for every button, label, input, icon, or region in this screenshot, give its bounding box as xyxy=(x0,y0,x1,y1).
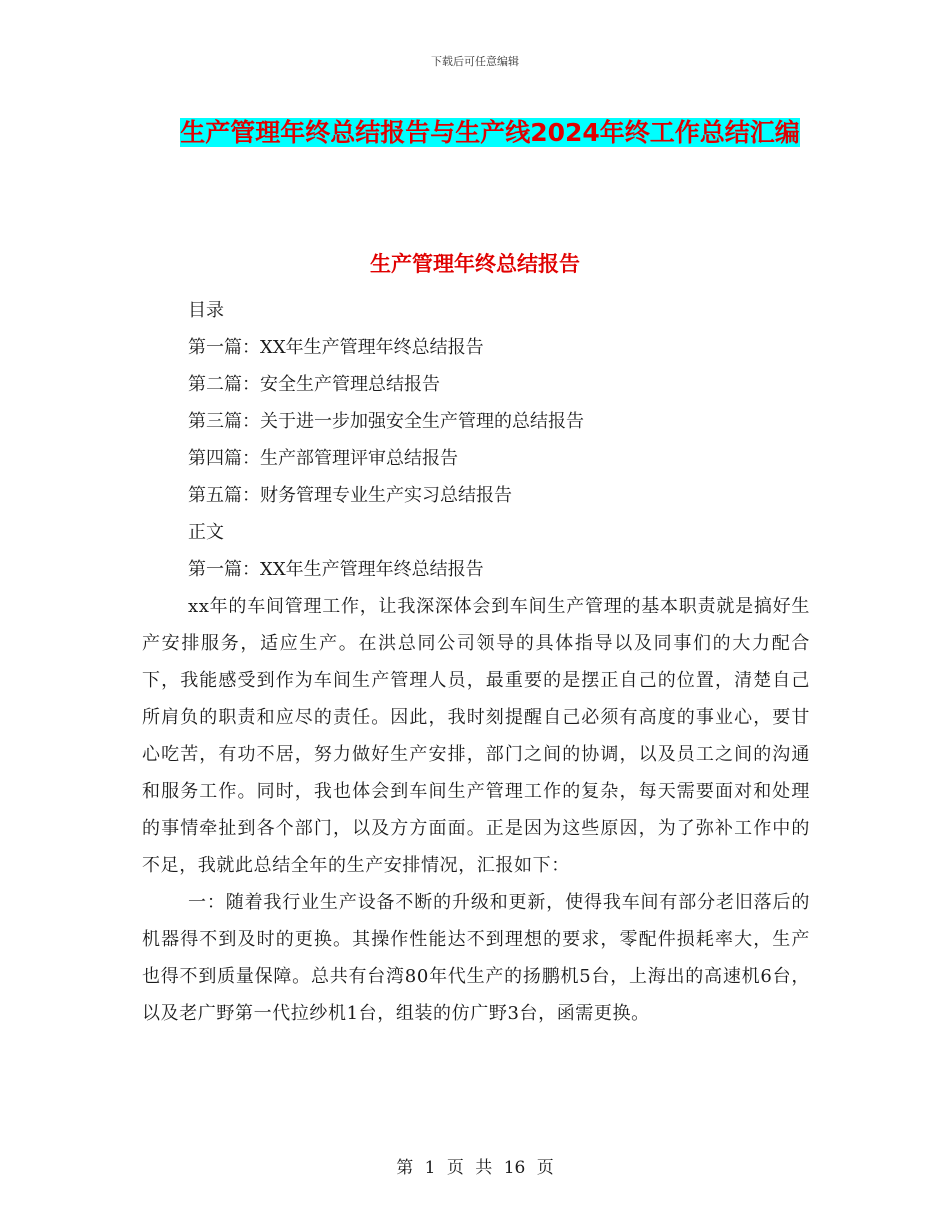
page-footer: 第 1 页 共 16 页 xyxy=(396,1158,554,1178)
document-title-text: 生产管理年终总结报告与生产线2024年终工作总结汇编 xyxy=(180,118,800,147)
first-section-heading: 第一篇：XX年生产管理年终总结报告 xyxy=(188,559,484,580)
toc-item: 第一篇：XX年生产管理年终总结报告 xyxy=(188,337,484,358)
body-paragraph: 一：随着我行业生产设备不断的升级和更新，使得我车间有部分老旧落后的机器得不到及时的更换。其操作性能达不到理想的要求，零配件损耗率大，生产也得不到质量保障。总共有台湾80年代生产的扬鹏机5台，上海出的高速机6台，以及老广野第一代拉纱机1台，组装的仿广野3台，函需更换。 xyxy=(142,892,810,1024)
body-paragraph: xx年的车间管理工作，让我深深体会到车间生产管理的基本职责就是搞好生产安排服务，适应生产。在洪总同公司领导的具体指导以及同事们的大力配合下，我能感受到作为车间生产管理人员，最重要的是摆正自己的位置，清楚自己所肩负的职责和应尽的责任。因此，我时刻提醒自己必须有高度的事业心，要甘心吃苦，有功不居，努力做好生产安排，部门之间的协调，以及员工之间的沟通和服务工作。同时，我也体会到车间生产管理工作的复杂，每天需要面对和处理的事情牵扯到各个部门，以及方方面面。正是因为这些原因，为了弥补工作中的不足，我就此总结全年的生产安排情况，汇报如下： xyxy=(142,596,810,876)
section-title: 生产管理年终总结报告 xyxy=(370,252,580,276)
header-note: 下载后可任意编辑 xyxy=(431,55,519,68)
toc-item: 第二篇：安全生产管理总结报告 xyxy=(188,374,440,395)
document-title xyxy=(160,110,820,156)
toc-item: 第三篇：关于进一步加强安全生产管理的总结报告 xyxy=(188,411,584,432)
document-body xyxy=(142,292,810,1032)
toc-item: 第五篇：财务管理专业生产实习总结报告 xyxy=(188,485,512,506)
body-heading: 正文 xyxy=(188,522,224,543)
toc-heading: 目录 xyxy=(188,300,224,321)
toc-item: 第四篇：生产部管理评审总结报告 xyxy=(188,448,458,469)
